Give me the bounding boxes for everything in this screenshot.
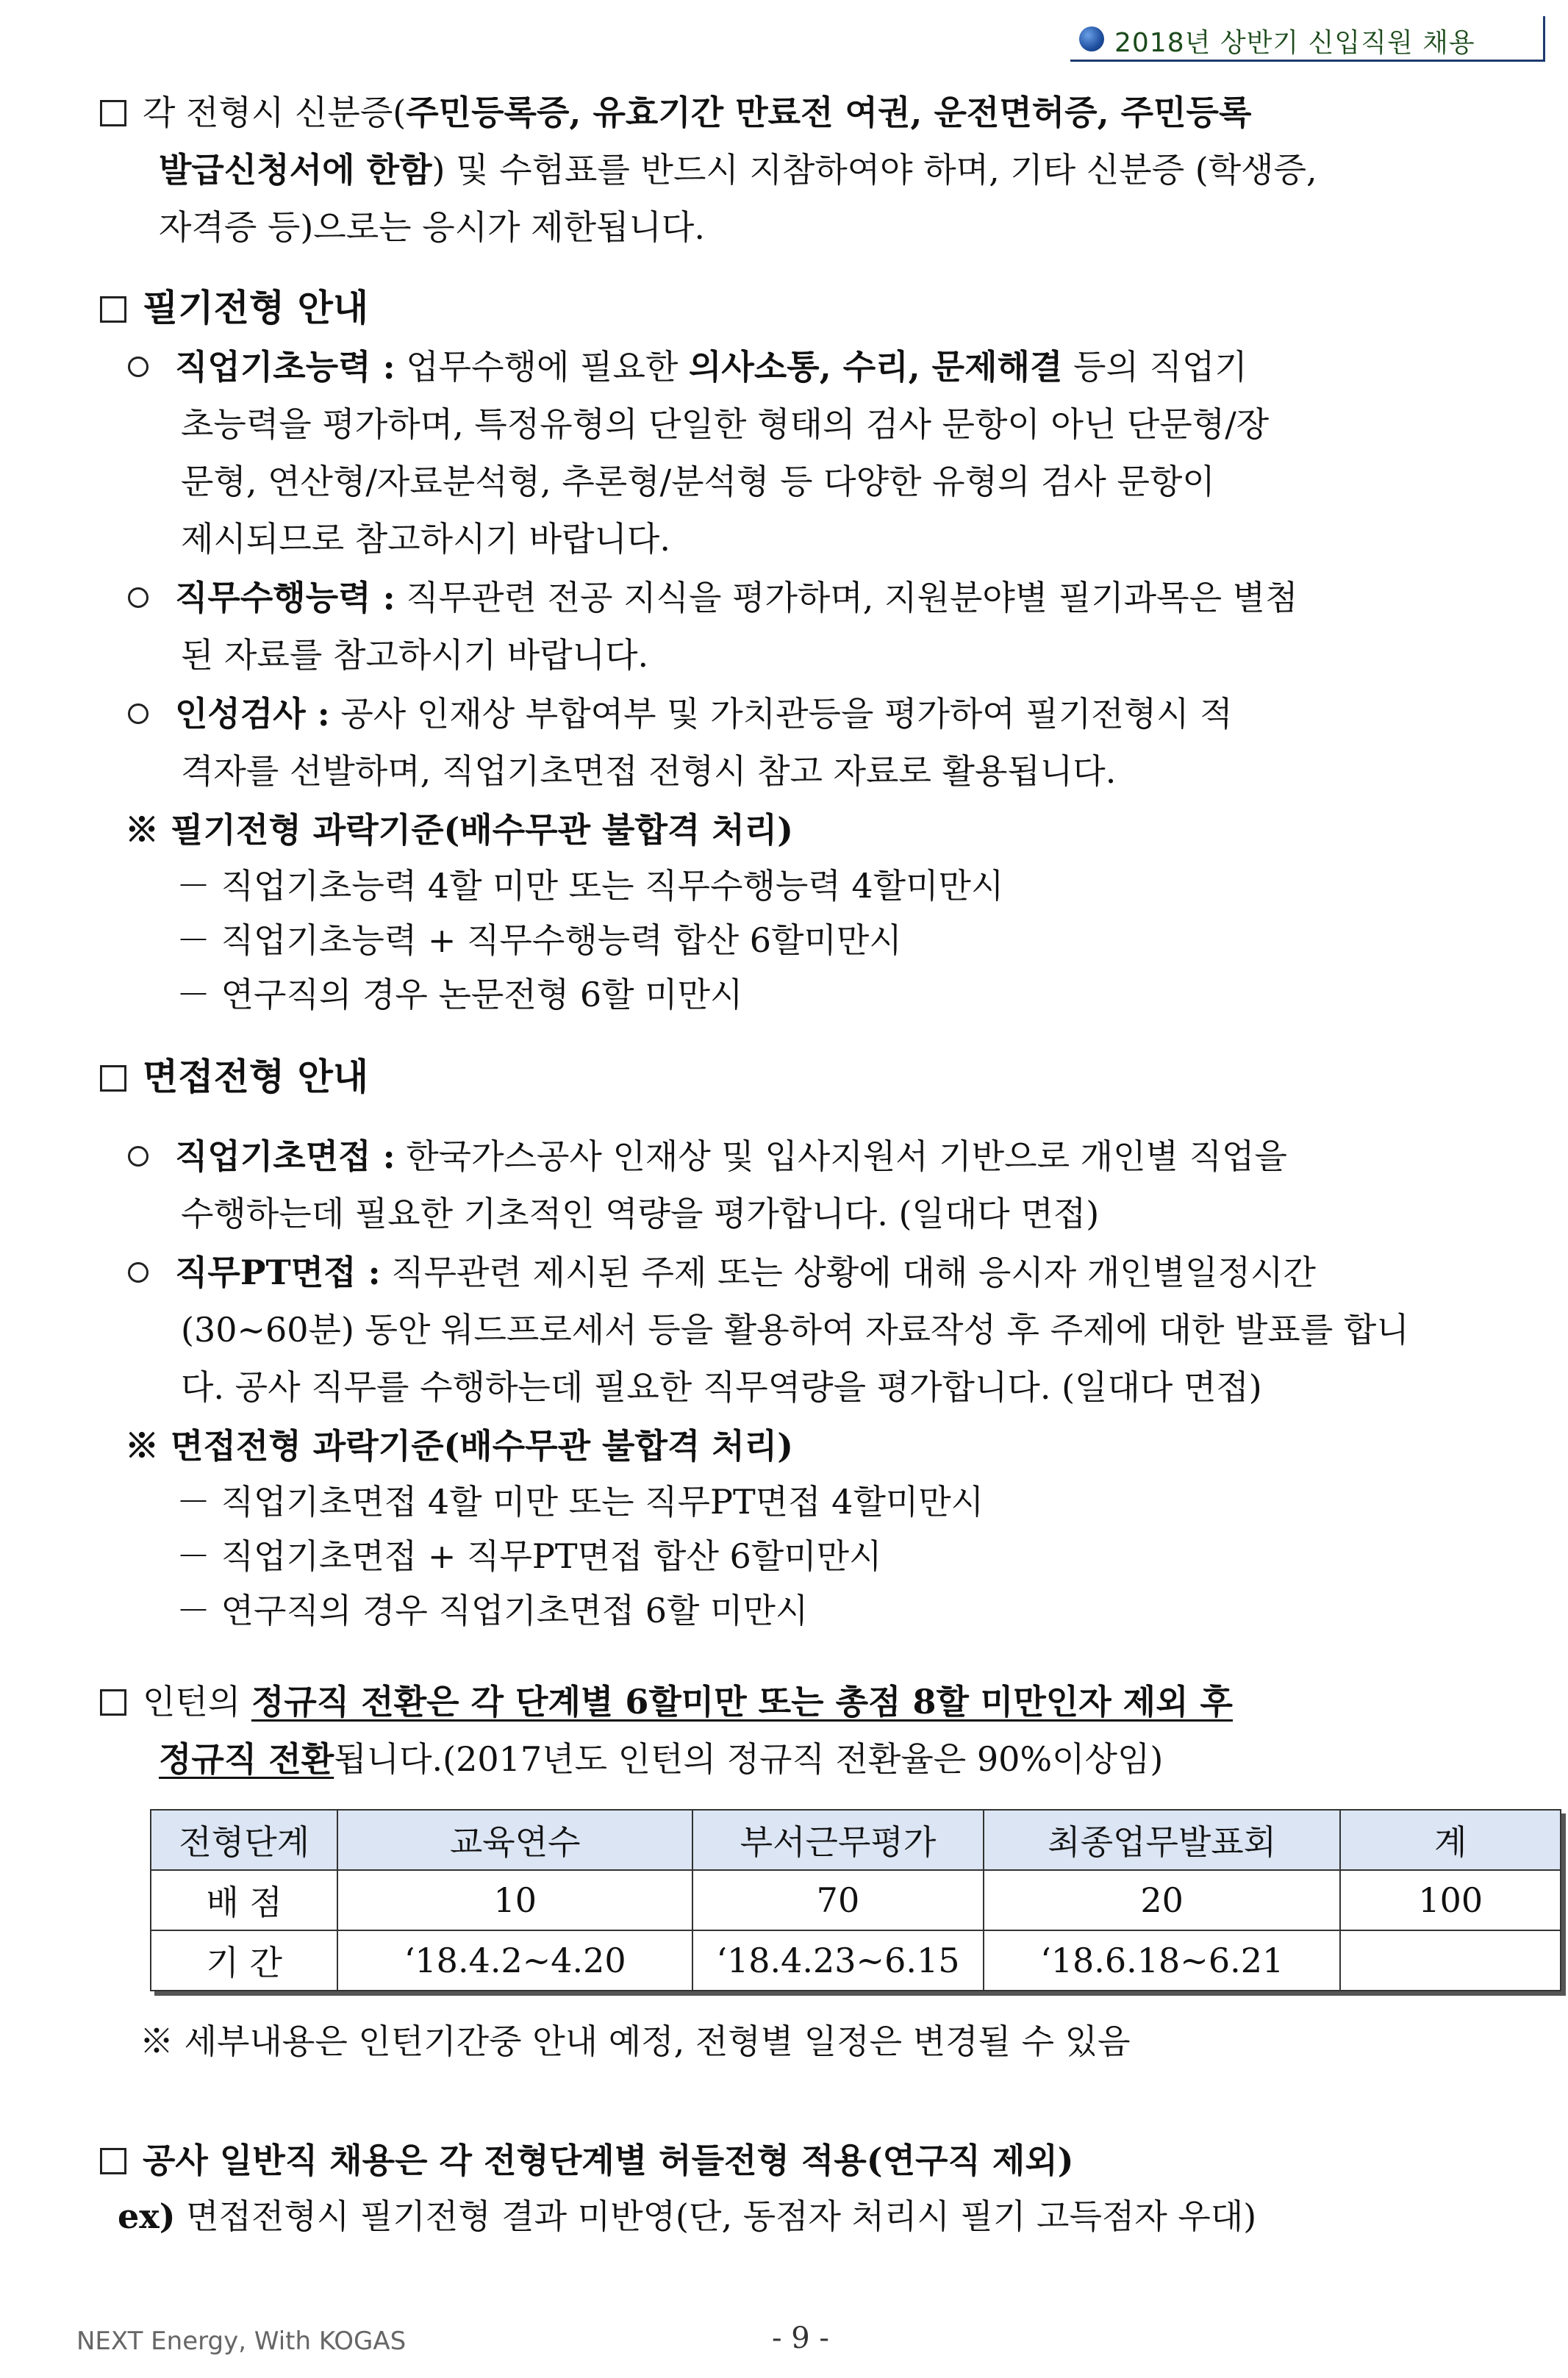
intro-bold-2: 발급신청서에 한함 [159, 150, 432, 190]
interview-title-text: 면접전형 안내 [143, 1055, 369, 1098]
example-label: ex) [118, 2196, 176, 2236]
checkbox-square-icon [100, 100, 126, 126]
text-bold: 의사소통, 수리, 문제해결 [688, 347, 1063, 387]
interview-basic-line-2: 수행하는데 필요한 기초적인 역량을 평가합니다. (일대다 면접) [181, 1194, 1100, 1233]
text: 업무수행에 필요한 [395, 347, 689, 387]
written-cutoff-item-1: － 직업기초능력 4할 미만 또는 직무수행능력 4할미만시 [176, 866, 1004, 906]
written-job-line-1 [128, 573, 1298, 622]
term-label: 직업기초능력 : [175, 347, 395, 387]
text: 등의 직업기 [1062, 347, 1247, 387]
intern-line-2 [159, 1735, 1163, 1783]
interview-cutoff-item-1: － 직업기초면접 4할 미만 또는 직무PT면접 4할미만시 [176, 1482, 984, 1522]
table-cell: 배 점 [151, 1870, 337, 1930]
hurdle-line-2 [118, 2192, 1256, 2241]
intro-bold: 주민등록증, 유효기간 만료전 여권, 운전면허증, 주민등록 [406, 93, 1252, 132]
written-basic-line-4: 제시되므로 참고하시기 바랍니다. [181, 519, 670, 559]
table-header-row [151, 1810, 1561, 1870]
table-cell: ‘18.4.23~6.15 [692, 1930, 984, 1991]
intern-note: ※ 세부내용은 인턴기간중 안내 예정, 전형별 일정은 변경될 수 있음 [140, 2021, 1131, 2061]
table-cell: 20 [984, 1870, 1341, 1930]
text: 됩니다.(2017년도 인턴의 정규직 전환율은 90%이상임) [334, 1739, 1164, 1779]
intro-text-2: ) 및 수험표를 반드시 지참하여야 하며, 기타 신분증 (학생증, [432, 150, 1317, 190]
table-header-cell: 교육연수 [337, 1810, 692, 1870]
interview-pt-line-3: 다. 공사 직무를 수행하는데 필요한 직무역량을 평가합니다. (일대다 면접) [181, 1367, 1262, 1407]
checkbox-square-icon [100, 1689, 126, 1716]
globe-icon [1079, 26, 1104, 51]
bullet-circle-icon [128, 1146, 148, 1167]
checkbox-square-icon [100, 1065, 126, 1092]
interview-basic-line-1 [128, 1132, 1287, 1181]
written-title-text: 필기전형 안내 [143, 286, 369, 329]
page-number: - 9 - [772, 2321, 829, 2355]
interview-cutoff-item-2: － 직업기초면접 + 직무PT면접 합산 6할미만시 [176, 1536, 882, 1576]
text: 직무관련 제시된 주제 또는 상황에 대해 응시자 개인별일정시간 [380, 1253, 1316, 1292]
interview-section-title [100, 1053, 368, 1101]
bullet-circle-icon [128, 1262, 148, 1283]
intern-line-1 [100, 1677, 1233, 1726]
intro-line-2 [159, 146, 1317, 194]
interview-cutoff-item-3: － 연구직의 경우 직업기초면접 6할 미만시 [176, 1591, 809, 1630]
footer-slogan: NEXT Energy, With KOGAS [76, 2327, 407, 2356]
table-cell: 100 [1340, 1870, 1561, 1930]
table-cell: ‘18.4.2~4.20 [337, 1930, 692, 1991]
table-cell: 기 간 [151, 1930, 337, 1991]
intern-underlined-bold: 정규직 전환 [159, 1739, 334, 1779]
term-label: 인성검사 : [175, 694, 330, 734]
term-label: 직업기초면접 : [175, 1136, 395, 1176]
intern-underlined-bold: 정규직 전환은 각 단계별 6할미만 또는 총점 8할 미만인자 제외 후 [251, 1682, 1233, 1722]
written-basic-line-2: 초능력을 평가하며, 특정유형의 단일한 형태의 검사 문항이 아닌 단문형/장 [181, 404, 1270, 444]
cutoff-title-text: ※ 필기전형 과락기준(배수무관 불합격 처리) [125, 810, 793, 850]
checkbox-square-icon [100, 2148, 126, 2174]
written-personality-line-1 [128, 690, 1233, 738]
written-basic-line-1 [128, 343, 1247, 391]
written-section-title [100, 284, 368, 332]
table-header-cell: 최종업무발표회 [984, 1810, 1341, 1870]
written-job-line-2: 된 자료를 참고하시기 바랍니다. [181, 635, 649, 675]
table-header-cell: 부서근무평가 [692, 1810, 984, 1870]
table-header-cell: 전형단계 [151, 1810, 337, 1870]
bullet-circle-icon [128, 357, 148, 377]
text: 한국가스공사 인재상 및 입사지원서 기반으로 개인별 직업을 [395, 1136, 1287, 1176]
table-cell [1340, 1930, 1561, 1991]
bullet-circle-icon [128, 587, 148, 608]
written-cutoff-item-2: － 직업기초능력 + 직무수행능력 합산 6할미만시 [176, 920, 902, 960]
term-label: 직무수행능력 : [175, 578, 395, 617]
interview-pt-line-2: (30~60분) 동안 워드프로세서 등을 활용하여 자료작성 후 주제에 대한 발표를 합니 [181, 1310, 1409, 1350]
header-tag-text: 2018년 상반기 신입직원 채용 [1114, 28, 1475, 58]
interview-cutoff-title [125, 1422, 793, 1470]
cutoff-title-text: ※ 면접전형 과락기준(배수무관 불합격 처리) [125, 1426, 793, 1466]
written-cutoff-title [125, 806, 793, 854]
interview-pt-line-1 [128, 1248, 1316, 1297]
table-cell: 10 [337, 1870, 692, 1930]
table-row [151, 1930, 1561, 1991]
table-cell: ‘18.6.18~6.21 [984, 1930, 1341, 1991]
intro-text: 각 전형시 신분증( [143, 93, 407, 132]
written-cutoff-item-3: － 연구직의 경우 논문전형 6할 미만시 [176, 975, 743, 1014]
checkbox-square-icon [100, 296, 126, 323]
text: 면접전형시 필기전형 결과 미반영(단, 동점자 처리시 필기 고득점자 우대) [175, 2196, 1257, 2236]
table-cell: 70 [692, 1870, 984, 1930]
table-row [151, 1870, 1561, 1930]
hurdle-line-1 [100, 2136, 1074, 2185]
text: 인턴의 [143, 1682, 251, 1722]
intro-line-3: 자격증 등)으로는 응시가 제한됩니다. [159, 207, 705, 247]
text: 공사 인재상 부합여부 및 가치관등을 평가하여 필기전형시 적 [329, 694, 1233, 734]
written-personality-line-2: 격자를 선발하며, 직업기초면접 전형시 참고 자료로 활용됩니다. [181, 751, 1117, 791]
text: 직무관련 전공 지식을 평가하며, 지원분야별 필기과목은 별첨 [395, 578, 1298, 617]
intro-line-1 [100, 88, 1251, 137]
intern-evaluation-table [150, 1809, 1561, 1991]
written-basic-line-3: 문형, 연산형/자료분석형, 추론형/분석형 등 다양한 유형의 검사 문항이 [181, 462, 1215, 501]
term-label: 직무PT면접 : [175, 1253, 381, 1292]
header-tag [1070, 16, 1545, 62]
bullet-circle-icon [128, 703, 148, 724]
table-header-cell: 계 [1340, 1810, 1561, 1870]
hurdle-bold-text: 공사 일반직 채용은 각 전형단계별 허들전형 적용(연구직 제외) [143, 2141, 1074, 2180]
